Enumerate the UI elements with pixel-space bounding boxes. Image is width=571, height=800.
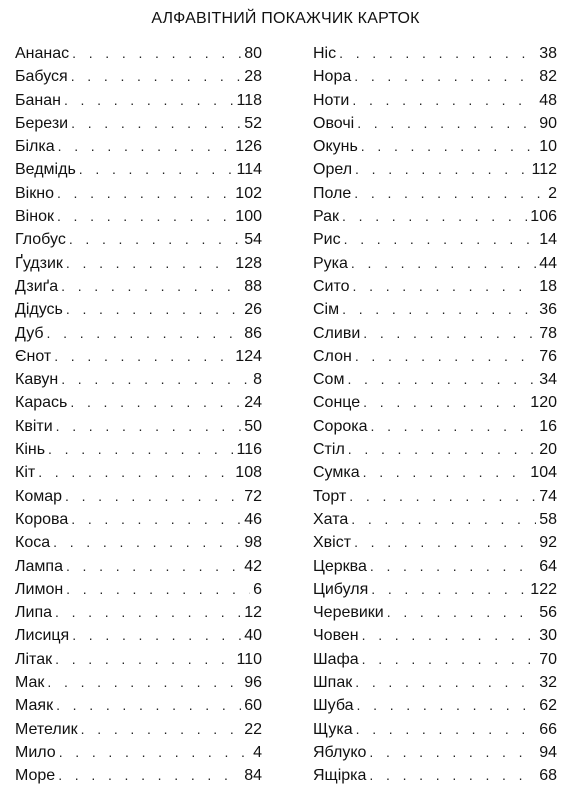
entry-word: Рак bbox=[313, 208, 340, 226]
dot-leader bbox=[339, 45, 536, 61]
entry-page-number: 90 bbox=[539, 114, 557, 132]
index-entry bbox=[15, 115, 262, 138]
index-entry bbox=[313, 45, 557, 68]
entry-word: Сито bbox=[313, 277, 350, 295]
entry-page-number: 56 bbox=[539, 604, 557, 622]
entry-word: Сонце bbox=[313, 394, 361, 412]
entry-word: Вінок bbox=[15, 208, 54, 226]
index-entry bbox=[15, 301, 262, 324]
entry-word: Шуба bbox=[313, 697, 354, 715]
dot-leader bbox=[38, 464, 232, 480]
index-entry bbox=[15, 464, 262, 487]
entry-page-number: 78 bbox=[539, 324, 557, 342]
index-entry bbox=[313, 138, 557, 161]
entry-page-number: 40 bbox=[244, 627, 262, 645]
entry-page-number: 112 bbox=[531, 161, 557, 179]
dot-leader bbox=[357, 697, 537, 713]
entry-word: Мило bbox=[15, 743, 56, 761]
index-entry bbox=[15, 488, 262, 511]
index-entry bbox=[313, 604, 557, 627]
entry-page-number: 28 bbox=[244, 68, 262, 86]
entry-page-number: 12 bbox=[244, 604, 262, 622]
index-entry bbox=[313, 534, 557, 557]
dot-leader bbox=[342, 301, 536, 317]
dot-leader bbox=[352, 92, 536, 108]
index-entry bbox=[15, 348, 262, 371]
entry-page-number: 118 bbox=[236, 91, 262, 109]
entry-word: Корова bbox=[15, 510, 69, 528]
index-entry bbox=[313, 394, 557, 417]
entry-page-number: 62 bbox=[539, 697, 557, 715]
entry-page-number: 68 bbox=[539, 767, 557, 785]
index-entry bbox=[15, 558, 262, 581]
index-entry bbox=[313, 558, 557, 581]
dot-leader bbox=[69, 231, 241, 247]
entry-word: Лисиця bbox=[15, 627, 70, 645]
entry-word: Церква bbox=[313, 557, 367, 575]
dot-leader bbox=[355, 348, 536, 364]
index-entry bbox=[15, 651, 262, 674]
entry-page-number: 32 bbox=[539, 674, 557, 692]
dot-leader bbox=[344, 231, 537, 247]
index-entry bbox=[15, 511, 262, 534]
index-entry bbox=[15, 744, 262, 767]
index-entry bbox=[313, 744, 557, 767]
dot-leader bbox=[369, 767, 536, 783]
entry-page-number: 88 bbox=[244, 277, 262, 295]
entry-page-number: 124 bbox=[235, 347, 262, 365]
entry-word: Овочі bbox=[313, 114, 355, 132]
index-entry bbox=[313, 231, 557, 254]
dot-leader bbox=[363, 325, 536, 341]
index-entry bbox=[313, 511, 557, 534]
entry-page-number: 116 bbox=[236, 441, 262, 459]
index-entry bbox=[15, 325, 262, 348]
index-entry bbox=[313, 115, 557, 138]
entry-page-number: 114 bbox=[236, 161, 262, 179]
entry-word: Орел bbox=[313, 161, 353, 179]
dot-leader bbox=[356, 721, 537, 737]
entry-page-number: 82 bbox=[539, 68, 557, 86]
entry-word: Маяк bbox=[15, 697, 54, 715]
entry-word: Ноти bbox=[313, 91, 350, 109]
index-entry bbox=[15, 418, 262, 441]
dot-leader bbox=[72, 627, 241, 643]
entry-word: Мак bbox=[15, 674, 45, 692]
dot-leader bbox=[354, 534, 536, 550]
entry-word: Єнот bbox=[15, 347, 52, 365]
dot-leader bbox=[363, 464, 528, 480]
entry-page-number: 44 bbox=[539, 254, 557, 272]
entry-word: Яблуко bbox=[313, 743, 367, 761]
entry-word: Ніс bbox=[313, 45, 337, 62]
entry-page-number: 50 bbox=[244, 417, 262, 435]
index-entry bbox=[313, 371, 557, 394]
entry-word: Човен bbox=[313, 627, 359, 645]
dot-leader bbox=[61, 278, 241, 294]
dot-leader bbox=[354, 185, 545, 201]
index-entry bbox=[15, 534, 262, 557]
entry-page-number: 122 bbox=[530, 580, 557, 598]
index-entry bbox=[15, 161, 262, 184]
dot-leader bbox=[353, 278, 537, 294]
entry-page-number: 30 bbox=[539, 627, 557, 645]
entry-page-number: 14 bbox=[539, 231, 557, 249]
entry-word: Банан bbox=[15, 91, 61, 109]
dot-leader bbox=[66, 558, 241, 574]
entry-page-number: 86 bbox=[244, 324, 262, 342]
dot-leader bbox=[348, 441, 536, 457]
index-entry bbox=[15, 255, 262, 278]
entry-word: Глобус bbox=[15, 231, 66, 249]
entry-page-number: 108 bbox=[235, 464, 262, 482]
entry-word: Лимон bbox=[15, 580, 64, 598]
index-entry bbox=[313, 418, 557, 441]
dot-leader bbox=[387, 604, 536, 620]
entry-word: Берези bbox=[15, 114, 69, 132]
entry-page-number: 54 bbox=[244, 231, 262, 249]
entry-page-number: 42 bbox=[244, 557, 262, 575]
entry-page-number: 38 bbox=[539, 45, 557, 62]
entry-word: Цибуля bbox=[313, 580, 369, 598]
dot-leader bbox=[71, 115, 241, 131]
dot-leader bbox=[347, 371, 536, 387]
entry-word: Рис bbox=[313, 231, 341, 249]
dot-leader bbox=[64, 92, 234, 108]
entry-page-number: 94 bbox=[539, 743, 557, 761]
entry-page-number: 106 bbox=[530, 208, 557, 226]
entry-page-number: 16 bbox=[539, 417, 557, 435]
index-entry bbox=[15, 278, 262, 301]
entry-word: Ведмідь bbox=[15, 161, 76, 179]
index-entry bbox=[15, 45, 262, 68]
dot-leader bbox=[56, 697, 241, 713]
entry-page-number: 100 bbox=[235, 208, 262, 226]
index-entry bbox=[15, 208, 262, 231]
dot-leader bbox=[57, 208, 232, 224]
index-entry bbox=[15, 441, 262, 464]
index-entry bbox=[15, 721, 262, 744]
entry-word: Сом bbox=[313, 371, 345, 389]
entry-word: Вікно bbox=[15, 184, 54, 202]
entry-word: Ґудзик bbox=[15, 254, 63, 272]
entry-page-number: 34 bbox=[539, 371, 557, 389]
entry-word: Карась bbox=[15, 394, 68, 412]
entry-page-number: 58 bbox=[539, 510, 557, 528]
dot-leader bbox=[357, 115, 536, 131]
entry-word: Шпак bbox=[313, 674, 353, 692]
entry-word: Поле bbox=[313, 184, 352, 202]
dot-leader bbox=[363, 394, 527, 410]
entry-word: Ананас bbox=[15, 45, 70, 62]
dot-leader bbox=[53, 534, 241, 550]
entry-word: Літак bbox=[15, 650, 53, 668]
entry-word: Слон bbox=[313, 347, 352, 365]
entry-word: Море bbox=[15, 767, 56, 785]
index-entry bbox=[15, 371, 262, 394]
dot-leader bbox=[362, 651, 537, 667]
entry-page-number: 98 bbox=[244, 534, 262, 552]
index-entry bbox=[313, 185, 557, 208]
index-entry bbox=[313, 464, 557, 487]
entry-page-number: 18 bbox=[539, 277, 557, 295]
entry-word: Сумка bbox=[313, 464, 360, 482]
index-entry bbox=[313, 627, 557, 650]
index-entry bbox=[15, 767, 262, 790]
entry-page-number: 6 bbox=[253, 580, 262, 598]
dot-leader bbox=[370, 558, 536, 574]
dot-leader bbox=[59, 744, 250, 760]
index-entry bbox=[313, 488, 557, 511]
dot-leader bbox=[65, 488, 241, 504]
entry-word: Липа bbox=[15, 604, 52, 622]
index-column-left bbox=[15, 45, 262, 791]
entry-page-number: 70 bbox=[539, 650, 557, 668]
dot-leader bbox=[61, 371, 250, 387]
entry-page-number: 84 bbox=[244, 767, 262, 785]
entry-page-number: 92 bbox=[539, 534, 557, 552]
entry-page-number: 72 bbox=[244, 487, 262, 505]
dot-leader bbox=[371, 581, 527, 597]
entry-page-number: 10 bbox=[539, 138, 557, 156]
entry-page-number: 26 bbox=[244, 301, 262, 319]
entry-word: Ящірка bbox=[313, 767, 367, 785]
entry-page-number: 48 bbox=[539, 91, 557, 109]
entry-page-number: 24 bbox=[244, 394, 262, 412]
index-entry bbox=[313, 697, 557, 720]
index-entry bbox=[15, 674, 262, 697]
index-entry bbox=[313, 92, 557, 115]
index-entry bbox=[15, 604, 262, 627]
index-entry bbox=[15, 581, 262, 604]
dot-leader bbox=[54, 348, 232, 364]
dot-leader bbox=[57, 185, 232, 201]
entry-word: Кавун bbox=[15, 371, 59, 389]
entry-page-number: 102 bbox=[235, 184, 262, 202]
entry-word: Кінь bbox=[15, 441, 46, 459]
dot-leader bbox=[47, 325, 242, 341]
entry-page-number: 66 bbox=[539, 720, 557, 738]
dot-leader bbox=[355, 161, 528, 177]
entry-page-number: 60 bbox=[244, 697, 262, 715]
entry-word: Щука bbox=[313, 720, 353, 738]
dot-leader bbox=[349, 488, 536, 504]
entry-word: Кіт bbox=[15, 464, 36, 482]
dot-leader bbox=[72, 45, 241, 61]
entry-page-number: 8 bbox=[253, 371, 262, 389]
entry-page-number: 76 bbox=[539, 347, 557, 365]
entry-word: Рука bbox=[313, 254, 348, 272]
index-entry bbox=[313, 161, 557, 184]
entry-page-number: 52 bbox=[244, 114, 262, 132]
index-entry bbox=[313, 68, 557, 91]
entry-word: Хата bbox=[313, 510, 349, 528]
dot-leader bbox=[66, 255, 232, 271]
entry-word: Торт bbox=[313, 487, 347, 505]
index-entry bbox=[15, 697, 262, 720]
page-title: АЛФАВІТНИЙ ПОКАЖЧИК КАРТОК bbox=[151, 10, 420, 27]
dot-leader bbox=[48, 441, 233, 457]
index-entry bbox=[15, 394, 262, 417]
index-entry bbox=[313, 278, 557, 301]
dot-leader bbox=[70, 394, 241, 410]
index-entry bbox=[15, 627, 262, 650]
entry-word: Окунь bbox=[313, 138, 358, 156]
entry-page-number: 74 bbox=[539, 487, 557, 505]
index-entry bbox=[313, 767, 557, 790]
entry-word: Хвіст bbox=[313, 534, 352, 552]
entry-word: Метелик bbox=[15, 720, 78, 738]
index-entry bbox=[313, 441, 557, 464]
entry-word: Дзиґа bbox=[15, 277, 59, 295]
entry-word: Шафа bbox=[313, 650, 359, 668]
dot-leader bbox=[55, 604, 241, 620]
dot-leader bbox=[371, 418, 537, 434]
entry-page-number: 110 bbox=[236, 650, 262, 668]
dot-leader bbox=[55, 651, 233, 667]
dot-leader bbox=[71, 511, 241, 527]
entry-word: Дуб bbox=[15, 324, 44, 342]
entry-page-number: 120 bbox=[530, 394, 557, 412]
dot-leader bbox=[79, 161, 234, 177]
dot-leader bbox=[47, 674, 241, 690]
dot-leader bbox=[351, 255, 536, 271]
index-entry bbox=[313, 581, 557, 604]
dot-leader bbox=[81, 721, 242, 737]
entry-word: Дідусь bbox=[15, 301, 63, 319]
entry-page-number: 126 bbox=[235, 138, 262, 156]
index-entry bbox=[15, 231, 262, 254]
dot-leader bbox=[354, 68, 536, 84]
entry-page-number: 2 bbox=[548, 184, 557, 202]
index-entry bbox=[15, 68, 262, 91]
entry-word: Стіл bbox=[313, 441, 345, 459]
index-entry bbox=[313, 208, 557, 231]
dot-leader bbox=[66, 581, 250, 597]
index-entry bbox=[313, 301, 557, 324]
entry-page-number: 80 bbox=[244, 45, 262, 62]
entry-word: Сім bbox=[313, 301, 340, 319]
index-entry bbox=[313, 674, 557, 697]
index-entry bbox=[313, 721, 557, 744]
entry-word: Комар bbox=[15, 487, 63, 505]
entry-page-number: 104 bbox=[530, 464, 557, 482]
dot-leader bbox=[66, 301, 241, 317]
entry-page-number: 64 bbox=[539, 557, 557, 575]
index-entry bbox=[15, 185, 262, 208]
dot-leader bbox=[361, 138, 536, 154]
entry-word: Сливи bbox=[313, 324, 361, 342]
entry-page-number: 36 bbox=[539, 301, 557, 319]
dot-leader bbox=[342, 208, 527, 224]
entry-word: Квіти bbox=[15, 417, 53, 435]
entry-page-number: 46 bbox=[244, 510, 262, 528]
dot-leader bbox=[56, 418, 242, 434]
dot-leader bbox=[58, 138, 233, 154]
index-entry bbox=[313, 325, 557, 348]
index-entry bbox=[313, 255, 557, 278]
dot-leader bbox=[71, 68, 242, 84]
index-entry bbox=[15, 92, 262, 115]
dot-leader bbox=[58, 767, 241, 783]
dot-leader bbox=[351, 511, 536, 527]
index-entry bbox=[313, 348, 557, 371]
dot-leader bbox=[369, 744, 536, 760]
entry-word: Черевики bbox=[313, 604, 384, 622]
entry-word: Нора bbox=[313, 68, 352, 86]
entry-page-number: 128 bbox=[235, 254, 262, 272]
dot-leader bbox=[355, 674, 536, 690]
entry-word: Білка bbox=[15, 138, 55, 156]
entry-page-number: 20 bbox=[539, 441, 557, 459]
entry-page-number: 96 bbox=[244, 674, 262, 692]
index-entry bbox=[15, 138, 262, 161]
entry-word: Сорока bbox=[313, 417, 368, 435]
entry-word: Лампа bbox=[15, 557, 63, 575]
entry-page-number: 4 bbox=[253, 743, 262, 761]
dot-leader bbox=[362, 627, 537, 643]
entry-word: Бабуся bbox=[15, 68, 68, 86]
index-column-right bbox=[313, 45, 557, 791]
index-entry bbox=[313, 651, 557, 674]
entry-page-number: 22 bbox=[244, 720, 262, 738]
entry-word: Коса bbox=[15, 534, 51, 552]
